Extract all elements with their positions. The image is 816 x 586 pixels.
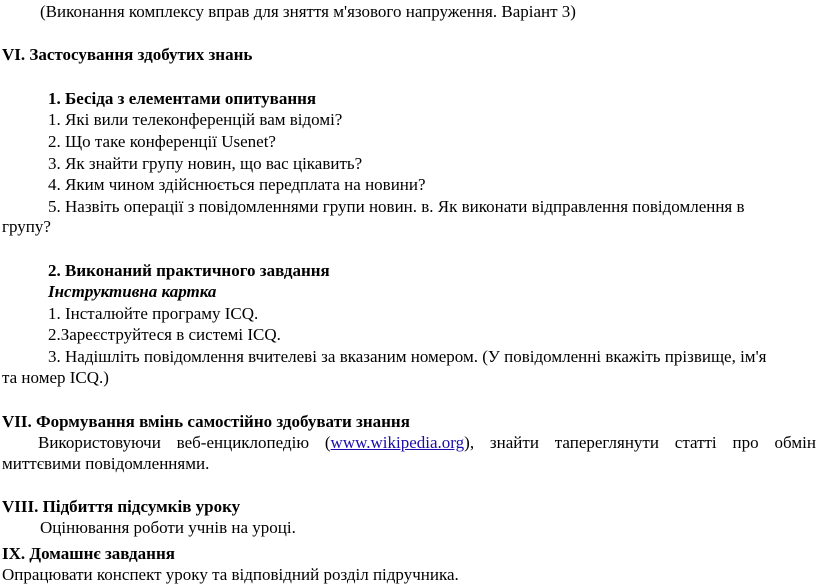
section9-heading: IX. Домашнє завдання <box>2 544 175 563</box>
question-item: 3. Як знайти групу новин, що вас цікавить? <box>48 154 363 173</box>
section9-text: Опрацювати конспект уроку та відповідний розділ підручника. <box>2 565 459 584</box>
section6-subtitle-conversation: 1. Бесіда з елементами опитування <box>48 89 317 108</box>
section6-heading: VI. Застосування здобутих знань <box>2 45 253 64</box>
section6-subtitle-practice: 2. Виконаний практичного завдання <box>48 261 330 280</box>
wikipedia-link[interactable]: www.wikipedia.org <box>330 433 465 452</box>
section8-heading: VIII. Підбиття підсумків уроку <box>2 497 241 516</box>
question-item: 4. Яким чином здійснюється передплата на новини? <box>48 175 426 194</box>
question-item: 5. Назвіть операції з повідомленнями групи новин. в. Як виконати відправлення повідомлення в <box>48 197 745 216</box>
step-item: 2.Зареєструйтеся в системі ICQ. <box>48 325 281 344</box>
question-item: 1. Які вили телеконференцій вам відомі? <box>48 110 343 129</box>
section7-heading: VII. Формування вмінь самостійно здобувати знання <box>2 412 410 431</box>
step-item: 1. Інсталюйте програму ICQ. <box>48 304 259 323</box>
section7-text-after-link: ), знайти тапереглянути статті про обмін <box>464 433 816 452</box>
question-item: 2. Що таке конференції Usenet? <box>48 132 276 151</box>
question-item-continuation: групу? <box>2 217 51 236</box>
section7-paragraph-continuation: миттєвими повідомленнями. <box>2 454 210 473</box>
section8-text: Оцінювання роботи учнів на уроці. <box>40 518 296 537</box>
intro-line: (Виконання комплексу вправ для зняття м'язового напруження. Варіант 3) <box>40 2 576 21</box>
step-item: 3. Надішліть повідомлення вчителеві за вказаним номером. (У повідомленні вкажіть прізвище, ім'я <box>48 347 767 366</box>
section7-text-before-link: Використовуючи веб-енциклопедію ( <box>38 433 331 452</box>
instruction-card-title: Інструктивна картка <box>48 282 217 301</box>
step-item-continuation: та номер ICQ.) <box>2 368 109 387</box>
section7-paragraph-line <box>38 432 816 453</box>
